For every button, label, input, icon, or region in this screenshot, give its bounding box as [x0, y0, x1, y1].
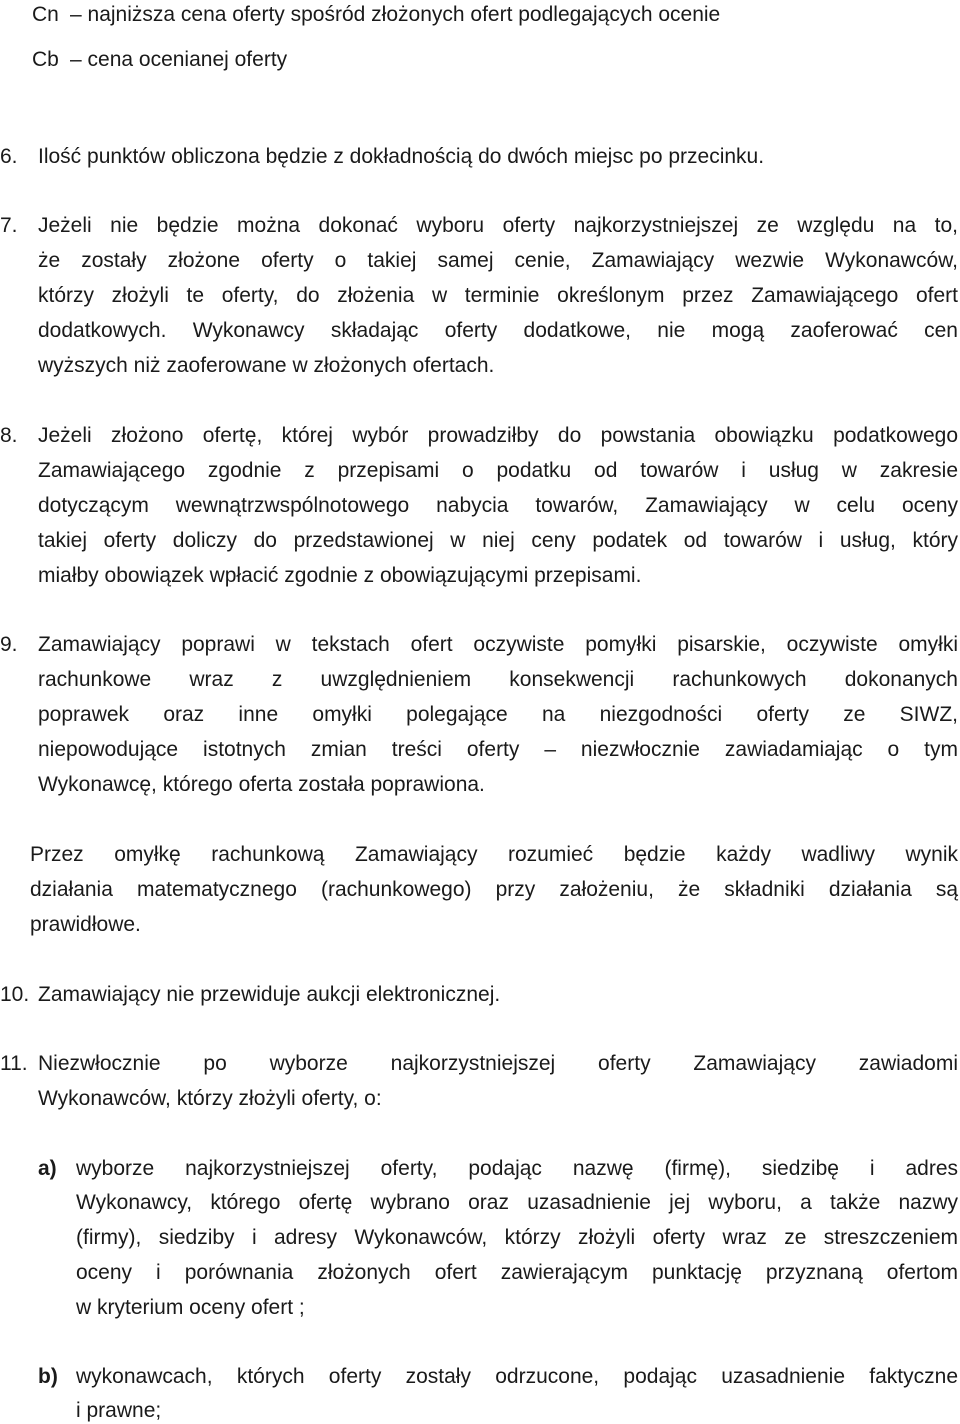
item-a-line: Wykonawcy, którego ofertę wybrano oraz uzasadnienie jej wyboru, a także nazwy — [76, 1191, 958, 1214]
paragraph-10-number: 10. — [0, 983, 30, 1006]
item-a-line: oceny i porównania złożonych ofert zawierającym punktację przyznaną ofertom — [76, 1261, 958, 1284]
paragraph-9-number: 9. — [0, 633, 18, 656]
paragraph-10-line: Zamawiający nie przewiduje aukcji elektronicznej. — [38, 983, 501, 1006]
paragraph-11-line: Niezwłocznie po wyborze najkorzystniejszej oferty Zamawiający zawiadomi — [38, 1052, 958, 1075]
paragraph-6-line: Ilość punktów obliczona będzie z dokładnością do dwóch miejsc po przecinku. — [38, 145, 765, 168]
paragraph-8-line: takiej oferty doliczy do przedstawionej w niej ceny podatek od towarów i usług, który — [38, 529, 958, 552]
definition-cn-text: – najniższa cena oferty spośród złożonych ofert podlegających ocenie — [70, 3, 721, 26]
paragraph-9-line: poprawek oraz inne omyłki polegające na niezgodności oferty ze SIWZ, — [38, 703, 958, 726]
paragraph-8-line: dotyczącym wewnątrzwspólnotowego nabycia towarów, Zamawiający w celu oceny — [38, 494, 958, 517]
item-a-line: wyborze najkorzystniejszej oferty, podając nazwę (firmę), siedzibę i adres — [76, 1157, 958, 1180]
paragraph-7-line: którzy złożyli te oferty, do złożenia w terminie określonym przez Zamawiającego ofert — [38, 284, 958, 307]
paragraph-8-line: Zamawiającego zgodnie z przepisami o podatku od towarów i usług w zakresie — [38, 459, 958, 482]
paragraph-9-note-line: działania matematycznego (rachunkowego) przy założeniu, że składniki działania są — [30, 878, 958, 901]
item-a-line: w kryterium oceny ofert ; — [76, 1296, 305, 1319]
paragraph-8-line: miałby obowiązek wpłacić zgodnie z obowiązującymi przepisami. — [38, 564, 642, 587]
paragraph-7-number: 7. — [0, 214, 18, 237]
paragraph-9-note-line: Przez omyłkę rachunkową Zamawiający rozumieć będzie każdy wadliwy wynik — [30, 843, 958, 866]
definition-cb-symbol: Cb — [32, 48, 59, 71]
paragraph-9-line: rachunkowe wraz z uwzględnieniem konsekwencji rachunkowych dokonanych — [38, 668, 958, 691]
paragraph-8-line: Jeżeli złożono ofertę, której wybór prowadziłby do powstania obowiązku podatkowego — [38, 424, 958, 447]
item-b-label: b) — [38, 1365, 58, 1388]
item-b-line: i prawne; — [76, 1399, 162, 1422]
paragraph-8-number: 8. — [0, 424, 18, 447]
item-b-line: wykonawcach, których oferty zostały odrzucone, podając uzasadnienie faktyczne — [76, 1365, 958, 1388]
paragraph-6-number: 6. — [0, 145, 18, 168]
paragraph-7-line: że zostały złożone oferty o takiej samej cenie, Zamawiający wezwie Wykonawców, — [38, 249, 958, 272]
paragraph-7-line: Jeżeli nie będzie można dokonać wyboru oferty najkorzystniejszej ze względu na to, — [38, 214, 958, 237]
paragraph-7-line: dodatkowych. Wykonawcy składając oferty dodatkowe, nie mogą zaoferować cen — [38, 319, 958, 342]
definition-cb-text: – cena ocenianej oferty — [70, 48, 288, 71]
paragraph-11-line: Wykonawców, którzy złożyli oferty, o: — [38, 1087, 382, 1110]
paragraph-9-line: niepowodujące istotnych zmian treści oferty – niezwłocznie zawiadamiając o tym — [38, 738, 958, 761]
definition-cn-symbol: Cn — [32, 3, 59, 26]
item-a-line: (firmy), siedziby i adresy Wykonawców, którzy złożyli oferty wraz ze streszczeniem — [76, 1226, 958, 1249]
paragraph-9-line: Zamawiający poprawi w tekstach ofert oczywiste pomyłki pisarskie, oczywiste omyłki — [38, 633, 958, 656]
paragraph-11-number: 11. — [0, 1052, 28, 1075]
paragraph-9-note-line: prawidłowe. — [30, 913, 141, 936]
paragraph-7-line: wyższych niż zaoferowane w złożonych ofertach. — [38, 354, 495, 377]
paragraph-9-line: Wykonawcę, którego oferta została poprawiona. — [38, 773, 485, 796]
item-a-label: a) — [38, 1157, 57, 1180]
